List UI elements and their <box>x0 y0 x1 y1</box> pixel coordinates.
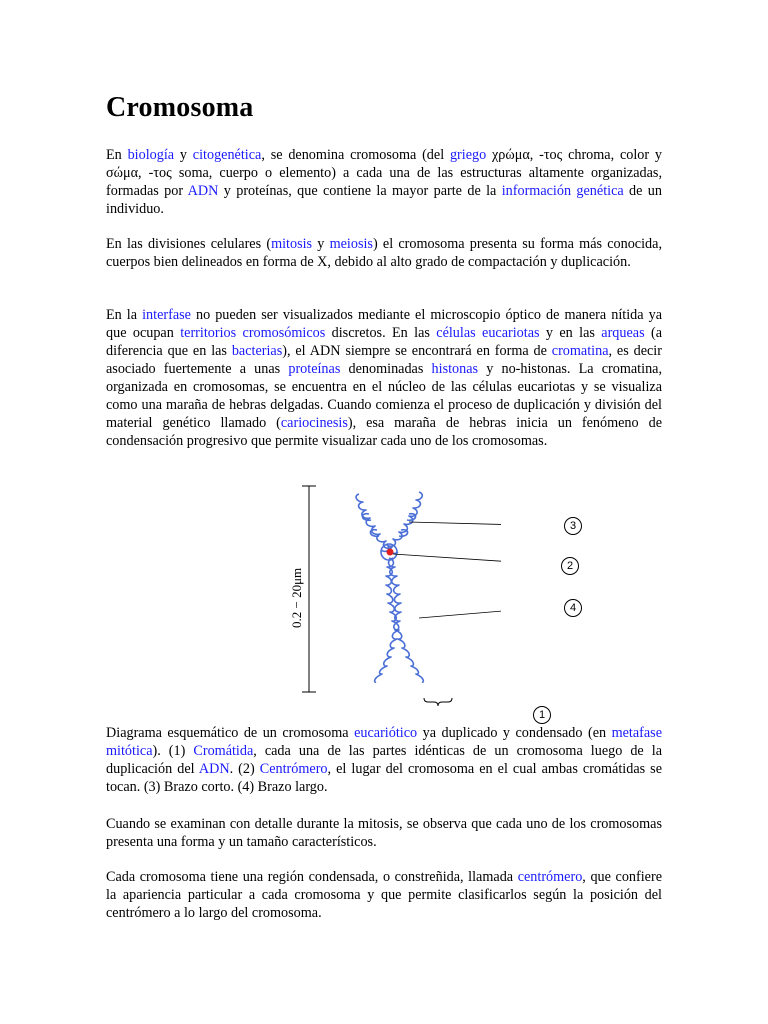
text: y proteínas, que contiene la mayor parte de la <box>218 183 502 199</box>
link-bacterias[interactable]: bacterias <box>231 343 283 359</box>
link-proteinas[interactable]: proteínas <box>288 361 341 377</box>
label-3: 3 <box>569 520 577 532</box>
text: (a diferencia que en las <box>106 325 662 359</box>
chromosome-diagram-svg <box>281 478 501 728</box>
link-interfase[interactable]: interfase <box>142 307 191 323</box>
label-4: 4 <box>569 602 577 614</box>
text: no pueden ser visualizados mediante el microscopio óptico de manera nítida ya que ocupan <box>106 307 662 341</box>
centromere-paragraph <box>106 868 662 922</box>
link-informacion-genetica[interactable]: información genética <box>501 183 624 199</box>
link-mitosis[interactable]: mitosis <box>271 236 313 252</box>
text: y no-histonas. La cromatina, organizada en cromosomas, se encuentra en el núcleo de las células eucariotas y se visualiza como una maraña de hebras delgadas. Cuando comienza el proceso de duplicación y división del material genético llamado ( <box>106 361 663 431</box>
link-eucariotico[interactable]: eucariótico <box>354 725 418 741</box>
link-cariocinesis[interactable]: cariocinesis <box>280 415 348 431</box>
text: y <box>174 147 193 163</box>
leader-line-2 <box>393 554 501 565</box>
link-adn[interactable]: ADN <box>187 183 219 199</box>
text: Cada cromosoma tiene una región condensada, o constreñida, llamada <box>106 869 518 885</box>
link-territorios-cromosomicos[interactable]: territorios cromosómicos <box>180 325 326 341</box>
label-1: 1 <box>538 709 546 721</box>
page-title: Cromosoma <box>106 92 254 123</box>
text: ya duplicado y condensado (en <box>417 725 612 741</box>
link-biologia[interactable]: biología <box>127 147 175 163</box>
division-paragraph <box>106 235 662 271</box>
intro-paragraph <box>106 146 662 218</box>
text: En las divisiones celulares ( <box>106 236 272 252</box>
label-2: 2 <box>566 560 574 572</box>
chromatids <box>356 492 423 682</box>
mitosis-paragraph <box>106 815 662 851</box>
figure-caption <box>106 724 662 796</box>
chromosome-diagram <box>281 478 577 728</box>
text: denominadas <box>340 361 432 377</box>
text: discretos. En las <box>325 325 437 341</box>
link-celulas-eucariotas[interactable]: células eucariotas <box>436 325 540 341</box>
centromere-dot <box>387 549 394 556</box>
label-circle-2 <box>561 557 579 575</box>
link-histonas[interactable]: histonas <box>431 361 479 377</box>
text: , cada una de las partes idénticas de un cromosoma luego de la duplicación del <box>106 743 662 777</box>
text: En la <box>106 307 143 323</box>
chromatid-right-arm-lower <box>386 558 423 682</box>
chromatid-right-arm-upper <box>381 492 422 551</box>
link-metafase-mitotica[interactable]: metafase mitótica <box>106 725 662 759</box>
label-circle-1 <box>533 706 551 724</box>
label-circle-3 <box>564 517 582 535</box>
text: ), esa maraña de hebras inicia un fenómeno de condensación progresivo que permite visualizar cada uno de los cromosomas. <box>106 415 662 449</box>
link-adn-caption[interactable]: ADN <box>198 761 230 777</box>
text: y en las <box>539 325 602 341</box>
text: . (2) <box>229 761 260 777</box>
text: y <box>312 236 330 252</box>
interphase-paragraph <box>106 306 662 450</box>
link-cromatida[interactable]: Cromátida <box>193 743 254 759</box>
link-centromero[interactable]: centrómero <box>517 869 583 885</box>
text: , es decir asociado fuertemente a unas <box>106 343 662 377</box>
label-circle-4 <box>564 599 582 617</box>
link-centromero-caption[interactable]: Centrómero <box>259 761 328 777</box>
text: χρώμα, -τος chroma, color y σώμα, -τος soma, cuerpo o elemento) a cada una de las estructuras altamente organizadas, formadas por <box>106 147 663 199</box>
text: Diagrama esquemático de un cromosoma <box>106 725 355 741</box>
text: ). (1) <box>152 743 194 759</box>
text: , se denomina cromosoma (del <box>261 147 450 163</box>
text: ) el cromosoma presenta su forma más conocida, cuerpos bien delineados en forma de X, debido al alto grado de compactación y duplicación. <box>106 236 662 270</box>
link-citogenetica[interactable]: citogenética <box>192 147 262 163</box>
text: Cuando se examinan con detalle durante la mitosis, se observa que cada uno de los cromosomas presenta una forma y un tamaño característicos. <box>106 816 662 850</box>
link-cromatina[interactable]: cromatina <box>551 343 609 359</box>
scale-label: 0.2 − 20μm <box>289 567 304 628</box>
text: ), el ADN siempre se encontrará en forma de <box>282 343 552 359</box>
link-griego[interactable]: griego <box>449 147 487 163</box>
text: En <box>106 147 128 163</box>
text: , que confiere la apariencia particular a cada cromosoma y que permite clasificarlos según la posición del centrómero a lo largo del cromosoma. <box>106 869 662 921</box>
text: de un individuo. <box>106 183 662 217</box>
chromatid-brace <box>424 698 452 706</box>
leader-line-3 <box>409 522 501 526</box>
link-arqueas[interactable]: arqueas <box>601 325 645 341</box>
link-meiosis[interactable]: meiosis <box>329 236 373 252</box>
leader-line-4 <box>419 606 501 618</box>
text: , el lugar del cromosoma en el cual ambas cromátidas se tocan. (3) Brazo corto. (4) Brazo largo. <box>106 761 663 795</box>
